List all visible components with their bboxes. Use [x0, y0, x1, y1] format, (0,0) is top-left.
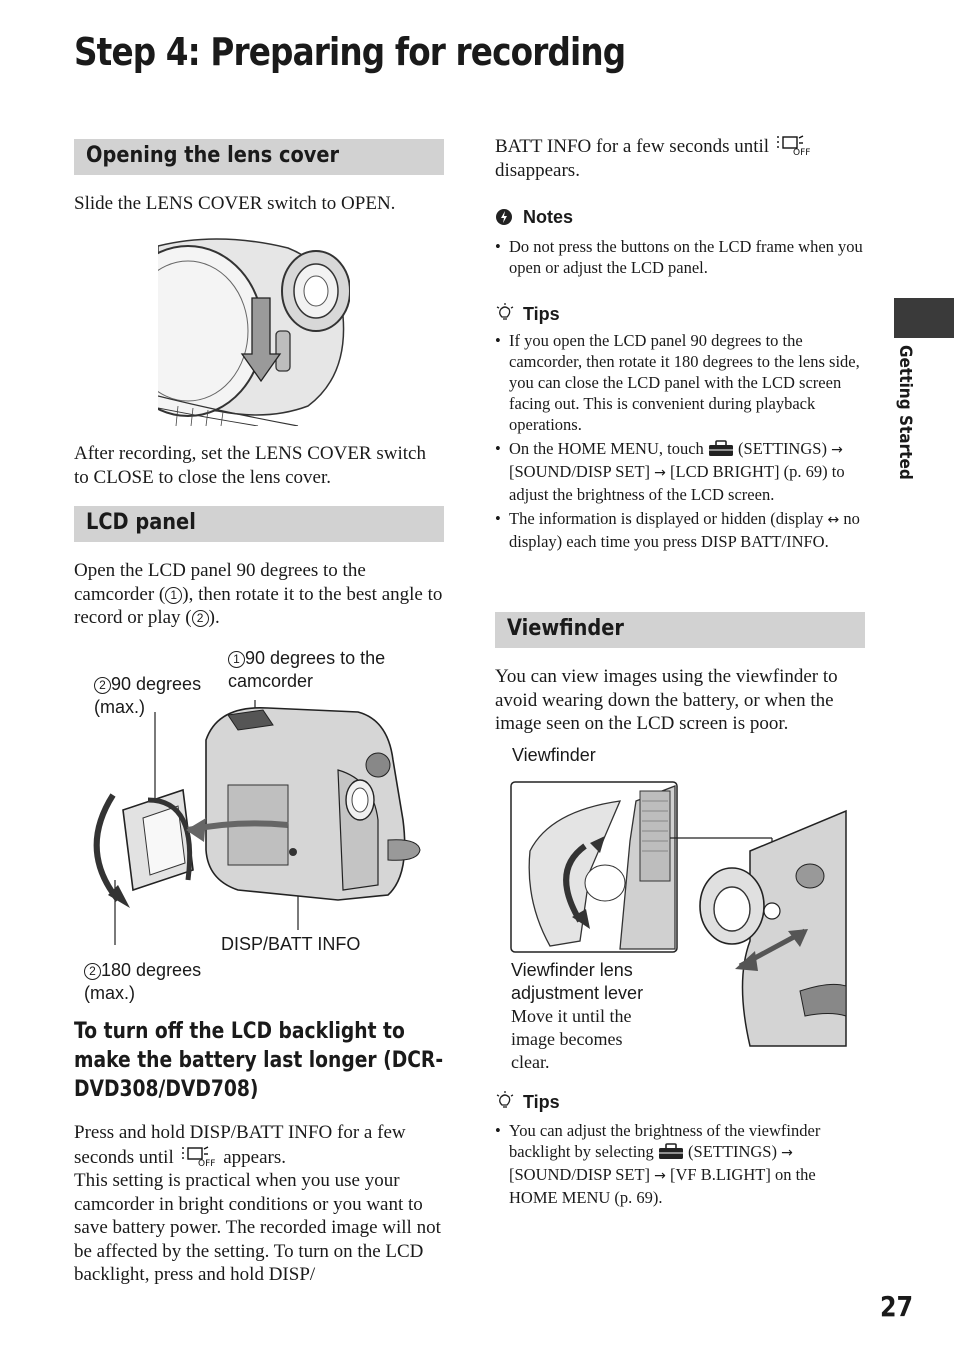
notes-icon	[495, 208, 513, 226]
lens-cover-illustration	[158, 236, 350, 426]
lens-cover-instruction: Slide the LENS COVER switch to OPEN.	[74, 193, 396, 214]
list-item: • Do not press the buttons on the LCD frame when you open or adjust the LCD panel.	[495, 236, 865, 278]
lever-instruction: Move it until the image becomes clear.	[511, 1006, 632, 1072]
chapter-tab-label: Getting Started	[895, 345, 915, 480]
callout-90-degrees-max: 2 90 degrees (max.)	[94, 674, 202, 717]
page-title: Step 4: Preparing for recording	[74, 30, 626, 74]
backlight-paragraph: Press and hold DISP/BATT INFO for a few seconds until OFF appears. This setting is practical when you use your camcorder in bright conditions or you want to save battery power. The recorded image will not be affected by the setting. To turn on the LCD backlight, press and hold DISP/	[74, 1122, 441, 1285]
notes-list	[495, 236, 865, 281]
step-2-marker: 2	[192, 610, 209, 627]
backlight-subheading: To turn off the LCD backlight to make the battery last longer (DCR-DVD308/DVD708)	[74, 1019, 444, 1102]
tips-lightbulb-icon	[495, 303, 515, 323]
notes-header: Notes	[495, 207, 573, 228]
callout-90-degrees-camcorder: 1 90 degrees to the camcorder	[228, 648, 386, 691]
tips-header-2: Tips	[495, 1091, 560, 1113]
lcd-backlight-off-icon	[179, 1145, 219, 1167]
lever-label: Viewfinder lens adjustment lever	[511, 960, 644, 1003]
backlight-continued: BATT INFO for a few seconds until OFF disappears.	[495, 134, 865, 182]
callout-disp-batt-info: DISP/BATT INFO	[221, 934, 361, 954]
settings-toolbox-icon	[708, 440, 734, 457]
lcd-backlight-off-icon	[774, 134, 814, 156]
chapter-tab-marker	[894, 298, 954, 338]
list-item: • You can adjust the brightness of the viewfinder backlight by selecting (SETTINGS) → [SOUND/DISP SET] → [VF B.LIGHT] on the HOME MENU (p. 69).	[495, 1120, 865, 1208]
list-item: • On the HOME MENU, touch (SETTINGS) → [SOUND/DISP SET] → [LCD BRIGHT] (p. 69) to adjust the brightness of the LCD screen.	[495, 438, 865, 505]
callout-180-degrees-max: 2 180 degrees (max.)	[84, 960, 202, 1003]
svg-text:OFF: OFF	[792, 148, 811, 156]
section-heading-viewfinder: Viewfinder	[495, 612, 865, 648]
section-heading-lens-cover: Opening the lens cover	[74, 139, 444, 175]
lens-cover-after-text: After recording, set the LENS COVER switch to CLOSE to close the lens cover.	[74, 443, 426, 488]
lcd-panel-illustration	[88, 700, 428, 945]
tips-list-2	[495, 1120, 865, 1211]
tips-header: Tips	[495, 303, 560, 325]
list-item: • The information is displayed or hidden (display ↔ no display) each time you press DISP BATT/INFO.	[495, 508, 865, 552]
lcd-panel-intro: Open the LCD panel 90 degrees to the camcorder ( 1 ), then rotate it to the best angle to record or play ( 2 ).	[74, 560, 443, 628]
viewfinder-label: Viewfinder	[512, 745, 596, 765]
list-item: • If you open the LCD panel 90 degrees to the camcorder, then rotate it 180 degrees to the lens side, you can close the LCD panel with the LCD screen facing out. This is convenient during playback operations.	[495, 330, 865, 435]
step-1-marker: 1	[165, 587, 182, 604]
svg-text:OFF: OFF	[197, 1158, 215, 1167]
tips-lightbulb-icon	[495, 1091, 515, 1111]
settings-toolbox-icon	[658, 1143, 684, 1160]
viewfinder-paragraph: You can view images using the viewfinder to avoid wearing down the battery, or when the image seen on the LCD screen is poor.	[495, 666, 838, 734]
tips-list	[495, 330, 865, 555]
page-number: 27	[880, 1290, 914, 1323]
section-heading-lcd-panel: LCD panel	[74, 506, 444, 542]
